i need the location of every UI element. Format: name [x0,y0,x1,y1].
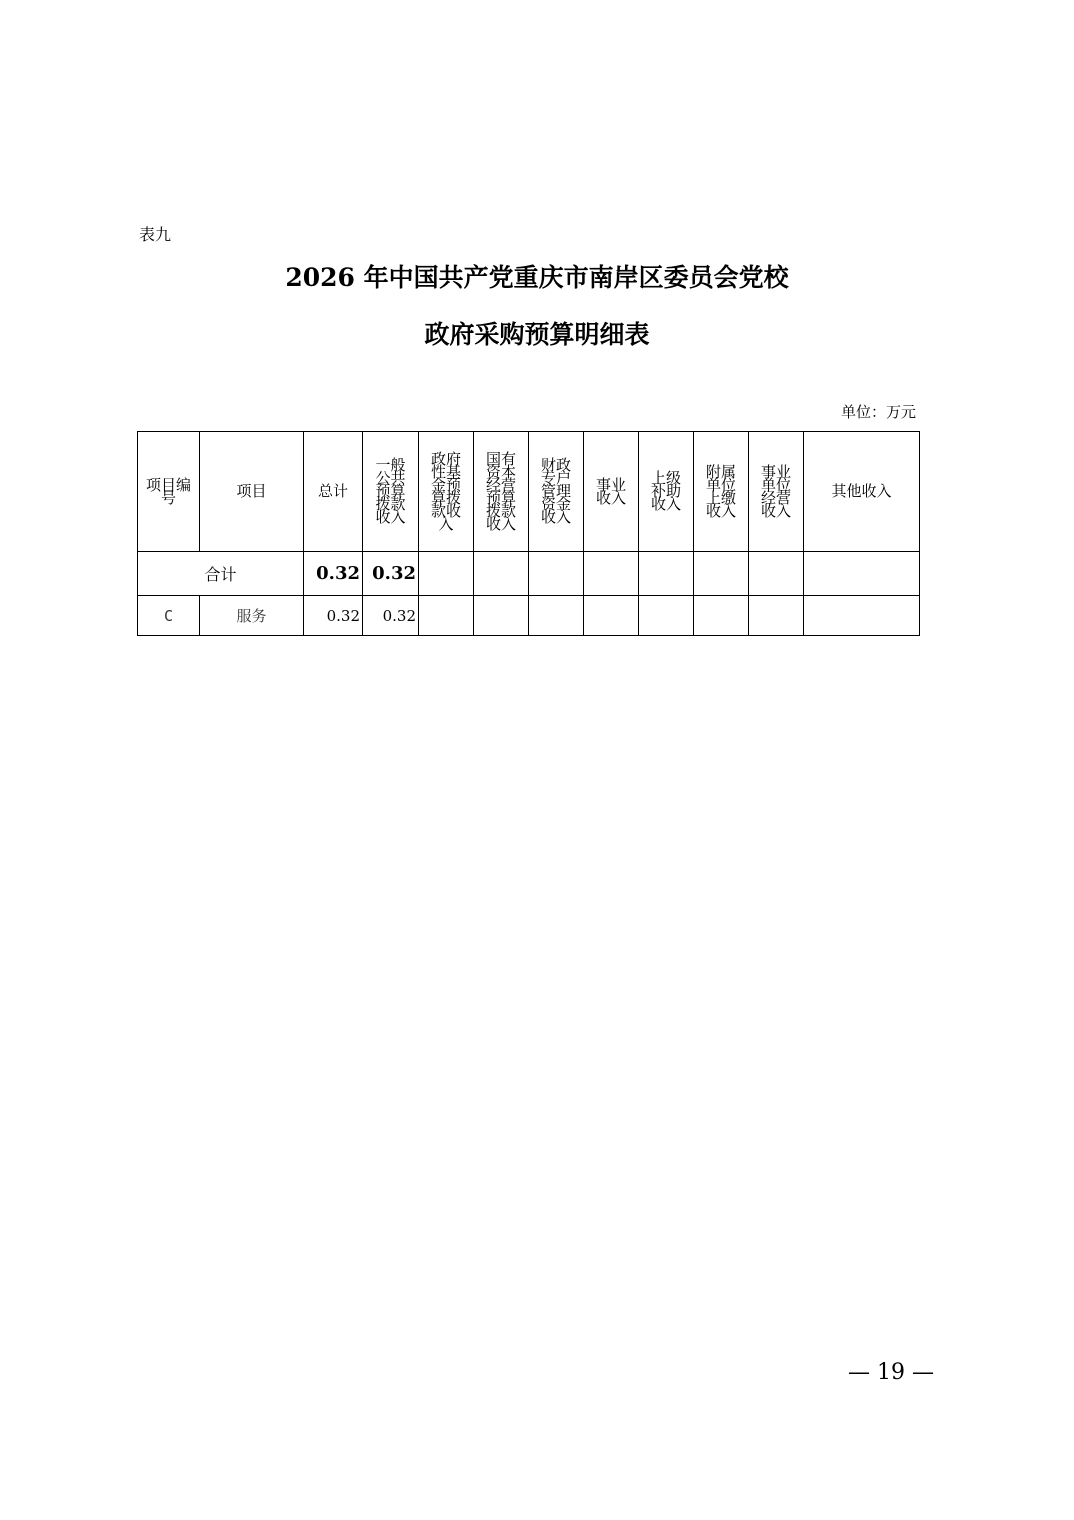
table-total-row [138,552,920,596]
page-title-line1: 2026 年中国共产党重庆市南岸区委员会党校 [285,263,789,292]
total-cell-empty [419,552,474,596]
row-cell-empty [474,596,529,636]
row-cell-empty [419,596,474,636]
row-general-public: 0.32 [363,596,419,636]
page-number: — 19 — [848,1360,934,1385]
total-cell-empty [529,552,584,596]
total-cell-empty [749,552,804,596]
header-affiliated: 附属单位上缴收入 [694,432,749,552]
row-cell-empty [694,596,749,636]
total-cell-empty [694,552,749,596]
header-fiscal-special: 财政专户管理资金收入 [529,432,584,552]
header-code: 项目编号 [138,432,200,552]
table-header-row [138,432,920,552]
total-cell-empty [804,552,920,596]
total-general-public: 0.32 [363,552,419,596]
row-item: 服务 [200,596,304,636]
total-cell-empty [639,552,694,596]
header-total: 总计 [304,432,363,552]
row-code: C [138,596,200,636]
procurement-budget-table [137,431,920,636]
header-gov-fund: 政府性基金预算拨款收入 [419,432,474,552]
row-cell-empty [804,596,920,636]
header-superior-subsidy: 上级补助收入 [639,432,694,552]
header-item: 项目 [200,432,304,552]
header-business: 事业收入 [584,432,639,552]
unit-label: 单位：万元 [840,403,916,421]
page-title-line2: 政府采购预算明细表 [424,320,650,349]
total-label: 合计 [138,552,304,596]
total-cell-empty [584,552,639,596]
header-state-capital: 国有资本经营预算拨款收入 [474,432,529,552]
row-total: 0.32 [304,596,363,636]
row-cell-empty [639,596,694,636]
table-number-label: 表九 [139,225,172,244]
total-cell-empty [474,552,529,596]
row-cell-empty [584,596,639,636]
row-cell-empty [749,596,804,636]
header-other: 其他收入 [804,432,920,552]
row-cell-empty [529,596,584,636]
total-total: 0.32 [304,552,363,596]
header-operating: 事业单位经营收入 [749,432,804,552]
table-row [138,596,920,636]
header-general-public: 一般公共预算拨款收入 [363,432,419,552]
